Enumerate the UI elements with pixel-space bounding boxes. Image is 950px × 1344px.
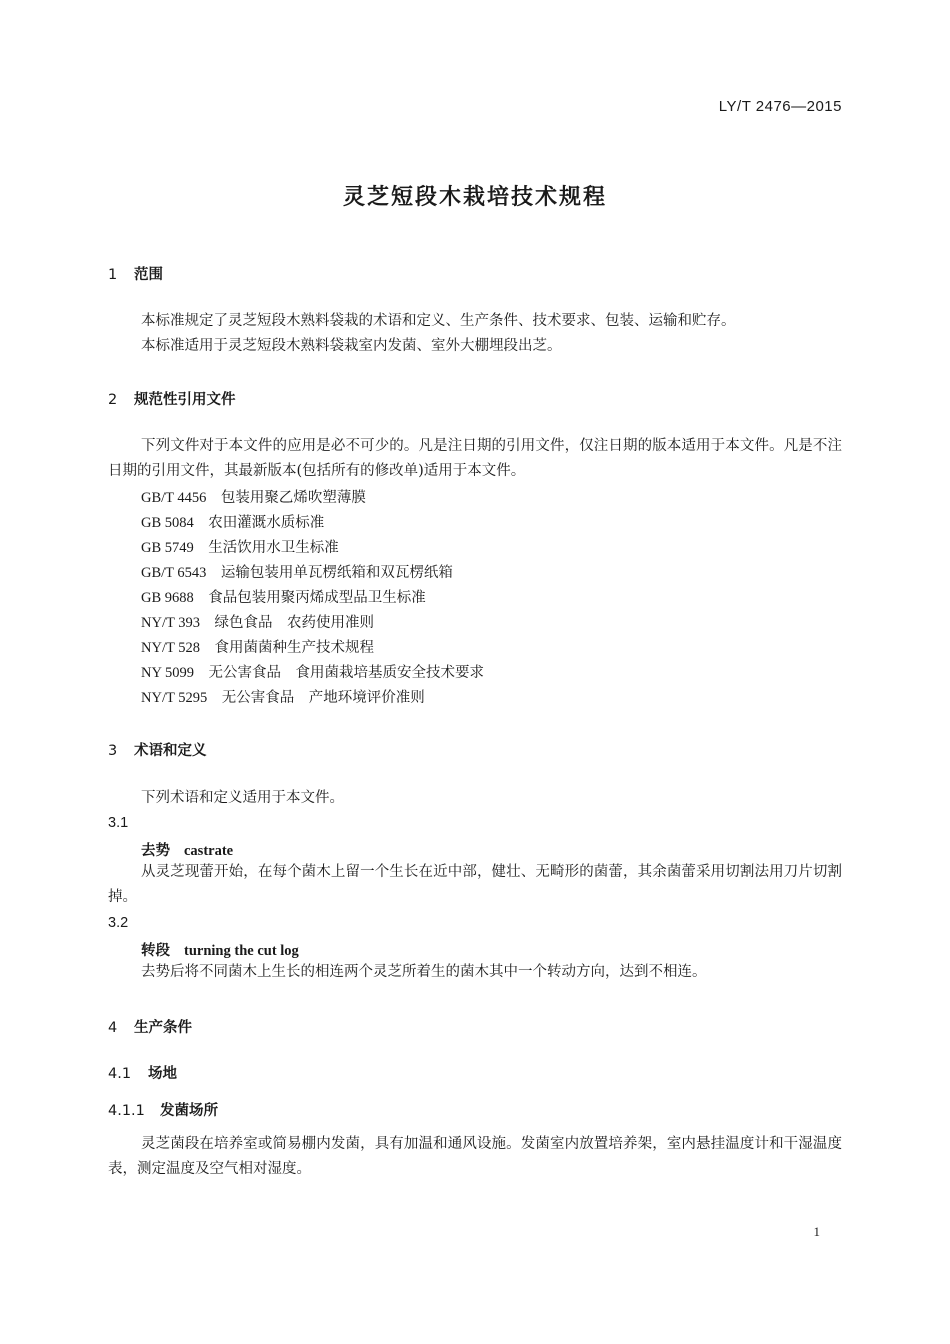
reference-title: 农田灌溉水质标准 <box>208 515 325 531</box>
page-number: 1 <box>813 1224 820 1239</box>
section-title: 范围 <box>134 267 163 283</box>
reference-title: 食品包装用聚丙烯成型品卫生标准 <box>208 590 426 606</box>
reference-code: NY 5099 <box>141 665 195 681</box>
reference-code: GB/T 6543 <box>141 565 207 581</box>
subsection-4-1-1-heading <box>108 1099 218 1120</box>
section-number: 3 <box>108 743 118 759</box>
references-intro: 下列文件对于本文件的应用是必不可少的。凡是注日期的引用文件，仅注日期的版本适用于本文件。凡是不注日期的引用文件，其最新版本(包括所有的修改单)适用于本文件。 <box>108 438 842 479</box>
term-definition: 去势后将不同菌木上生长的相连两个灵芝所着生的菌木其中一个转动方向，达到不相连。 <box>141 964 707 980</box>
reference-title: 无公害食品 产地环境评价准则 <box>221 690 425 706</box>
reference-code: GB 5084 <box>141 515 194 531</box>
term-number: 3.2 <box>108 915 129 931</box>
reference-item <box>141 611 374 632</box>
standard-code: LY/T 2476—2015 <box>718 98 842 115</box>
reference-item <box>141 536 339 557</box>
section-title: 规范性引用文件 <box>134 392 236 408</box>
incubation-site-paragraph: 灵芝菌段在培养室或简易棚内发菌，具有加温和通风设施。发菌室内放置培养架，室内悬挂温度计和干湿温度表，测定温度及空气相对湿度。 <box>108 1136 842 1177</box>
subsection-number: 4.1.1 <box>108 1103 145 1119</box>
term-heading <box>141 839 233 860</box>
section-number: 4 <box>108 1020 118 1036</box>
reference-item <box>141 586 426 607</box>
section-3-heading <box>108 739 207 760</box>
reference-item <box>141 561 453 582</box>
reference-title: 绿色食品 农药使用准则 <box>214 615 374 631</box>
section-title: 术语和定义 <box>134 743 207 759</box>
scope-paragraph-1: 本标准规定了灵芝短段木熟料袋栽的术语和定义、生产条件、技术要求、包装、运输和贮存。 <box>141 313 736 329</box>
scope-paragraph-2: 本标准适用于灵芝短段木熟料袋栽室内发菌、室外大棚埋段出芝。 <box>141 338 562 354</box>
document-title: 灵芝短段木栽培技术规程 <box>342 185 607 210</box>
section-title: 生产条件 <box>134 1020 192 1036</box>
reference-title: 生活饮用水卫生标准 <box>208 540 339 556</box>
reference-title: 包装用聚乙烯吹塑薄膜 <box>220 490 366 506</box>
term-en: turning the cut log <box>184 943 299 959</box>
reference-title: 食用菌菌种生产技术规程 <box>214 640 374 656</box>
reference-code: NY/T 528 <box>141 640 200 656</box>
section-1-heading <box>108 263 163 284</box>
reference-item <box>141 636 374 657</box>
reference-item <box>141 511 324 532</box>
reference-title: 无公害食品 食用菌栽培基质安全技术要求 <box>208 665 485 681</box>
term-number: 3.1 <box>108 815 129 831</box>
term-zh: 转段 <box>141 942 170 959</box>
reference-item <box>141 686 425 707</box>
reference-title: 运输包装用单瓦楞纸箱和双瓦楞纸箱 <box>220 565 453 581</box>
reference-code: GB/T 4456 <box>141 490 207 506</box>
reference-item <box>141 486 366 507</box>
reference-code: GB 9688 <box>141 590 194 606</box>
reference-code: GB 5749 <box>141 540 194 556</box>
subsection-title: 场地 <box>148 1066 177 1082</box>
reference-code: NY/T 393 <box>141 615 200 631</box>
subsection-number: 4.1 <box>108 1066 132 1082</box>
reference-item <box>141 661 484 682</box>
term-zh: 去势 <box>141 842 170 859</box>
section-4-heading <box>108 1016 192 1037</box>
subsection-title: 发菌场所 <box>160 1103 218 1119</box>
term-definition: 从灵芝现蕾开始，在每个菌木上留一个生长在近中部，健壮、无畸形的菌蕾，其余菌蕾采用切割法用刀片切割掉。 <box>108 864 842 905</box>
reference-code: NY/T 5295 <box>141 690 208 706</box>
subsection-4-1-heading <box>108 1062 177 1083</box>
term-en: castrate <box>184 843 234 859</box>
section-number: 2 <box>108 392 118 408</box>
terms-intro: 下列术语和定义适用于本文件。 <box>141 790 344 806</box>
section-2-heading <box>108 388 236 409</box>
section-number: 1 <box>108 267 118 283</box>
term-heading <box>141 939 299 960</box>
